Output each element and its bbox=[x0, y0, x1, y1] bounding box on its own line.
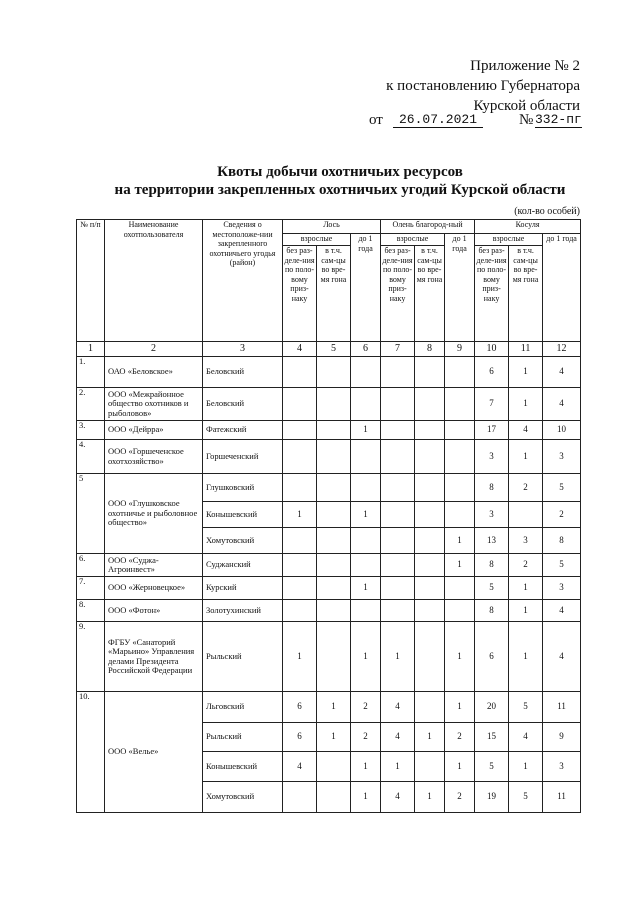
district: Фатежский bbox=[203, 421, 283, 440]
quota-cell bbox=[415, 622, 445, 692]
quota-cell bbox=[415, 752, 445, 782]
quota-cell: 2 bbox=[509, 554, 543, 577]
quota-cell bbox=[415, 692, 445, 723]
quota-cell bbox=[415, 421, 445, 440]
quota-cell: 5 bbox=[543, 474, 581, 502]
row-index: 3. bbox=[77, 421, 105, 440]
quota-cell: 4 bbox=[509, 421, 543, 440]
quota-cell: 11 bbox=[543, 782, 581, 813]
quota-cell: 1 bbox=[351, 577, 381, 600]
quota-cell: 17 bbox=[475, 421, 509, 440]
quota-cell bbox=[317, 502, 351, 528]
row-index: 4. bbox=[77, 440, 105, 474]
quota-cell bbox=[445, 577, 475, 600]
quota-cell bbox=[445, 421, 475, 440]
district: Льговский bbox=[203, 692, 283, 723]
table-row bbox=[77, 421, 581, 440]
col-number: 4 bbox=[283, 342, 317, 357]
district: Глушковский bbox=[203, 474, 283, 502]
quota-cell: 1 bbox=[509, 440, 543, 474]
header-nosex: без раз-деле-ния по поло-вому приз-наку bbox=[381, 246, 415, 342]
table-row bbox=[77, 357, 581, 388]
quota-cell bbox=[381, 421, 415, 440]
quota-cell bbox=[283, 440, 317, 474]
quota-cell bbox=[445, 502, 475, 528]
quota-cell: 2 bbox=[509, 474, 543, 502]
table-row bbox=[77, 622, 581, 692]
quota-cell bbox=[381, 600, 415, 622]
quota-cell: 1 bbox=[283, 622, 317, 692]
quota-cell: 4 bbox=[381, 723, 415, 752]
col-number: 5 bbox=[317, 342, 351, 357]
district: Беловский bbox=[203, 388, 283, 421]
table-row bbox=[77, 554, 581, 577]
quota-cell: 1 bbox=[415, 782, 445, 813]
quota-cell: 11 bbox=[543, 692, 581, 723]
col-number: 11 bbox=[509, 342, 543, 357]
district: Горшеченский bbox=[203, 440, 283, 474]
decree-reference bbox=[369, 112, 589, 132]
table-row bbox=[77, 474, 581, 502]
org-name: ООО «Горшеченское охотхозяйство» bbox=[105, 440, 203, 474]
quota-cell bbox=[351, 474, 381, 502]
quota-cell: 1 bbox=[445, 554, 475, 577]
district: Хомутовский bbox=[203, 782, 283, 813]
quota-cell bbox=[415, 357, 445, 388]
quota-cell bbox=[351, 528, 381, 554]
row-index: 8. bbox=[77, 600, 105, 622]
col-number: 10 bbox=[475, 342, 509, 357]
org-name: ФГБУ «Санаторий «Марьино» Управления делами Президента Российской Федерации bbox=[105, 622, 203, 692]
quota-cell: 1 bbox=[415, 723, 445, 752]
quota-cell bbox=[415, 388, 445, 421]
quota-cell: 3 bbox=[475, 440, 509, 474]
page-subtitle: на территории закрепленных охотничьих угодий Курской области bbox=[114, 182, 566, 198]
quota-cell: 1 bbox=[445, 528, 475, 554]
quota-cell bbox=[351, 357, 381, 388]
quota-cell bbox=[283, 474, 317, 502]
quota-cell bbox=[283, 388, 317, 421]
quota-cell bbox=[381, 440, 415, 474]
quota-cell bbox=[317, 752, 351, 782]
quota-cell: 1 bbox=[351, 622, 381, 692]
page-title: Квоты добычи охотничьих ресурсов bbox=[217, 164, 463, 180]
quota-cell bbox=[283, 357, 317, 388]
quota-cell: 3 bbox=[543, 577, 581, 600]
district: Конышевский bbox=[203, 502, 283, 528]
quota-cell: 4 bbox=[543, 357, 581, 388]
district: Рыльский bbox=[203, 723, 283, 752]
quota-cell bbox=[381, 577, 415, 600]
quota-cell: 6 bbox=[475, 622, 509, 692]
table-row bbox=[77, 577, 581, 600]
district: Беловский bbox=[203, 357, 283, 388]
decree-date: 26.07.2021 bbox=[393, 112, 483, 128]
col-number: 6 bbox=[351, 342, 381, 357]
header-roe: Косуля bbox=[475, 220, 581, 234]
quota-cell bbox=[381, 474, 415, 502]
header-adult: взрослые bbox=[475, 234, 543, 246]
header-young: до 1 года bbox=[445, 234, 475, 342]
org-name: ОАО «Беловское» bbox=[105, 357, 203, 388]
quota-cell: 1 bbox=[445, 622, 475, 692]
quota-cell: 2 bbox=[351, 692, 381, 723]
quota-cell bbox=[283, 577, 317, 600]
col-number: 9 bbox=[445, 342, 475, 357]
quota-cell: 1 bbox=[283, 502, 317, 528]
quota-cell: 8 bbox=[475, 474, 509, 502]
quota-cell: 6 bbox=[283, 692, 317, 723]
row-index: 5 bbox=[77, 474, 105, 554]
org-name: ООО «Велье» bbox=[105, 692, 203, 813]
col-number: 1 bbox=[77, 342, 105, 357]
quota-cell bbox=[381, 502, 415, 528]
quota-cell: 5 bbox=[543, 554, 581, 577]
quota-cell bbox=[445, 357, 475, 388]
quota-cell: 20 bbox=[475, 692, 509, 723]
quota-cell bbox=[283, 421, 317, 440]
quota-cell bbox=[381, 388, 415, 421]
quota-cell bbox=[415, 554, 445, 577]
quota-cell bbox=[317, 474, 351, 502]
quota-cell bbox=[283, 528, 317, 554]
quota-cell bbox=[381, 357, 415, 388]
org-name: ООО «Дейрра» bbox=[105, 421, 203, 440]
quota-cell: 2 bbox=[445, 782, 475, 813]
quota-cell bbox=[317, 421, 351, 440]
quota-cell bbox=[381, 528, 415, 554]
header-deer: Олень благород-ный bbox=[381, 220, 475, 234]
row-index: 9. bbox=[77, 622, 105, 692]
quota-cell bbox=[415, 440, 445, 474]
quota-cell: 1 bbox=[509, 357, 543, 388]
quota-cell: 1 bbox=[509, 752, 543, 782]
district: Конышевский bbox=[203, 752, 283, 782]
quota-cell: 9 bbox=[543, 723, 581, 752]
quota-cell bbox=[317, 357, 351, 388]
quota-cell: 6 bbox=[475, 357, 509, 388]
table-row bbox=[77, 692, 581, 723]
org-name: ООО «Жерновецкое» bbox=[105, 577, 203, 600]
quota-cell bbox=[445, 600, 475, 622]
appendix-region: Курской области bbox=[473, 98, 580, 114]
quota-cell bbox=[351, 388, 381, 421]
quota-cell bbox=[317, 622, 351, 692]
quota-cell: 4 bbox=[543, 622, 581, 692]
quota-cell bbox=[317, 554, 351, 577]
header-adult: взрослые bbox=[283, 234, 351, 246]
quota-cell: 1 bbox=[317, 692, 351, 723]
quota-cell: 2 bbox=[543, 502, 581, 528]
quota-cell bbox=[415, 502, 445, 528]
table-row bbox=[77, 440, 581, 474]
header-nosex: без раз-деле-ния по поло-вому приз-наку bbox=[475, 246, 509, 342]
quota-cell bbox=[317, 388, 351, 421]
quota-cell: 5 bbox=[475, 577, 509, 600]
quota-cell: 1 bbox=[381, 622, 415, 692]
col-number: 3 bbox=[203, 342, 283, 357]
quota-cell bbox=[317, 782, 351, 813]
header-nosex: без раз-деле-ния по поло-вому приз-наку bbox=[283, 246, 317, 342]
quota-cell bbox=[351, 554, 381, 577]
org-name: ООО «Глушковское охотничье и рыболовное общество» bbox=[105, 474, 203, 554]
header-females: в т.ч. сам-цы во вре-мя гона bbox=[415, 246, 445, 342]
org-name: ООО «Суджа-Агроинвест» bbox=[105, 554, 203, 577]
appendix-title: Приложение № 2 bbox=[470, 58, 580, 74]
quota-cell: 1 bbox=[351, 421, 381, 440]
quota-cell bbox=[351, 440, 381, 474]
quota-cell: 1 bbox=[317, 723, 351, 752]
quota-cell: 4 bbox=[543, 388, 581, 421]
quota-cell bbox=[445, 388, 475, 421]
quota-cell: 4 bbox=[381, 782, 415, 813]
col-number: 8 bbox=[415, 342, 445, 357]
quota-cell: 8 bbox=[475, 600, 509, 622]
quota-cell: 4 bbox=[509, 723, 543, 752]
quota-cell bbox=[317, 440, 351, 474]
quota-cell: 10 bbox=[543, 421, 581, 440]
row-index: 1. bbox=[77, 357, 105, 388]
table-row bbox=[77, 600, 581, 622]
col-number: 2 bbox=[105, 342, 203, 357]
quota-cell: 1 bbox=[351, 502, 381, 528]
header-name: Наименование охотпользователя bbox=[105, 220, 203, 342]
quota-cell: 3 bbox=[543, 440, 581, 474]
col-number: 12 bbox=[543, 342, 581, 357]
quota-cell bbox=[317, 528, 351, 554]
header-num: № п/п bbox=[77, 220, 105, 342]
quota-cell bbox=[317, 577, 351, 600]
quota-cell: 15 bbox=[475, 723, 509, 752]
quota-cell: 1 bbox=[445, 692, 475, 723]
quota-cell: 2 bbox=[351, 723, 381, 752]
quota-cell: 1 bbox=[509, 600, 543, 622]
row-index: 6. bbox=[77, 554, 105, 577]
org-name: ООО «Межрайонное общество охотников и рыболовов» bbox=[105, 388, 203, 421]
appendix-decree: к постановлению Губернатора bbox=[386, 78, 580, 94]
org-name: ООО «Фотон» bbox=[105, 600, 203, 622]
header-info: Сведения о местоположе-нии закрепленного охотничьего угодья (район) bbox=[203, 220, 283, 342]
row-index: 10. bbox=[77, 692, 105, 813]
appendix-block bbox=[330, 56, 580, 116]
number-sign: № bbox=[519, 112, 534, 128]
quota-cell bbox=[415, 474, 445, 502]
row-index: 7. bbox=[77, 577, 105, 600]
district: Курский bbox=[203, 577, 283, 600]
quota-cell: 5 bbox=[509, 692, 543, 723]
quota-cell: 1 bbox=[351, 752, 381, 782]
quota-cell bbox=[283, 782, 317, 813]
quota-cell bbox=[445, 474, 475, 502]
quota-cell bbox=[415, 577, 445, 600]
quota-table bbox=[76, 219, 581, 813]
quota-cell bbox=[509, 502, 543, 528]
quota-cell bbox=[415, 528, 445, 554]
decree-number: 332-пг bbox=[535, 112, 582, 127]
quota-cell: 8 bbox=[475, 554, 509, 577]
quota-cell: 4 bbox=[543, 600, 581, 622]
header-females: в т.ч. сам-цы во вре-мя гона bbox=[317, 246, 351, 342]
quota-cell: 4 bbox=[283, 752, 317, 782]
district: Суджанский bbox=[203, 554, 283, 577]
quota-cell: 7 bbox=[475, 388, 509, 421]
quota-cell: 3 bbox=[543, 752, 581, 782]
quota-cell: 5 bbox=[475, 752, 509, 782]
col-number: 7 bbox=[381, 342, 415, 357]
quota-cell: 4 bbox=[381, 692, 415, 723]
quota-cell bbox=[317, 600, 351, 622]
quota-cell: 1 bbox=[509, 388, 543, 421]
header-young: до 1 года bbox=[351, 234, 381, 342]
quota-cell bbox=[381, 554, 415, 577]
quota-cell bbox=[283, 600, 317, 622]
quota-cell: 8 bbox=[543, 528, 581, 554]
quota-cell bbox=[283, 554, 317, 577]
district: Золотухинский bbox=[203, 600, 283, 622]
header-young: до 1 года bbox=[543, 234, 581, 342]
quota-cell: 1 bbox=[381, 752, 415, 782]
header-moose: Лось bbox=[283, 220, 381, 234]
header-females: в т.ч. сам-цы во вре-мя гона bbox=[509, 246, 543, 342]
quota-cell: 13 bbox=[475, 528, 509, 554]
quota-cell bbox=[445, 440, 475, 474]
from-label: от bbox=[369, 112, 383, 128]
quota-cell: 3 bbox=[475, 502, 509, 528]
table-row bbox=[77, 388, 581, 421]
header-adult: взрослые bbox=[381, 234, 445, 246]
district: Хомутовский bbox=[203, 528, 283, 554]
row-index: 2. bbox=[77, 388, 105, 421]
quota-cell: 1 bbox=[509, 577, 543, 600]
quota-cell: 19 bbox=[475, 782, 509, 813]
quota-cell bbox=[351, 600, 381, 622]
quota-cell: 6 bbox=[283, 723, 317, 752]
unit-note: (кол-во особей) bbox=[514, 206, 580, 217]
quota-cell: 1 bbox=[351, 782, 381, 813]
quota-cell: 3 bbox=[509, 528, 543, 554]
district: Рыльский bbox=[203, 622, 283, 692]
quota-cell: 2 bbox=[445, 723, 475, 752]
quota-cell: 1 bbox=[509, 622, 543, 692]
quota-cell: 5 bbox=[509, 782, 543, 813]
quota-cell: 1 bbox=[445, 752, 475, 782]
quota-cell bbox=[415, 600, 445, 622]
